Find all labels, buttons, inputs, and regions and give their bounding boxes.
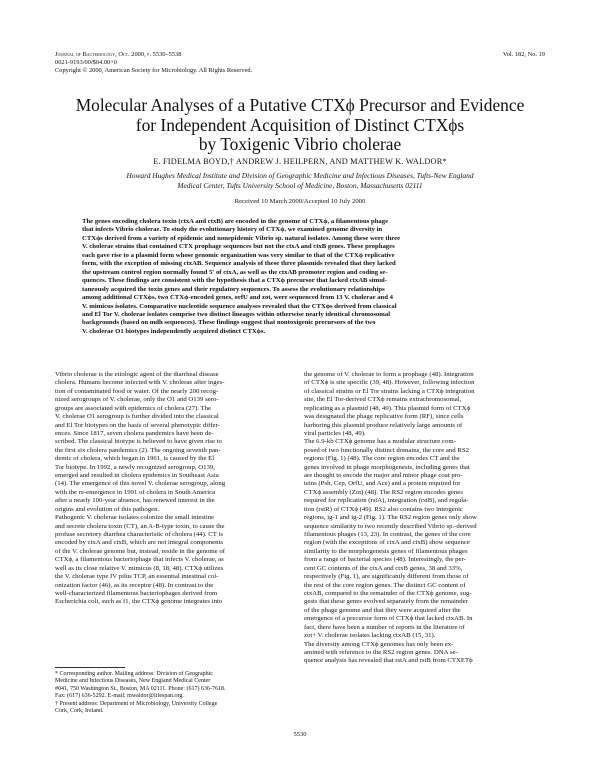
body-line: well-characterized filamentous bacteriophages derived from [55,589,218,597]
body-line: quence analysis has revealed that rstA and rstB from CTXETϕ [304,657,473,665]
abstract-line: taneously acquired the toxin genes and their regulatory sequences. To assess the evolutionary relationships [82,285,385,293]
body-line: profuse secretory diarrhea characteristic of cholera (44). CT is [55,531,223,539]
body-line: scribed. The classical biotype is believed to have given rise to [55,438,222,446]
abstract-line: each gave rise to a plasmid form whose genomic organization was very similar to that of the CTXϕ replicative [82,251,395,259]
body-line: of CTXϕ is site specific (39, 48). However, following infection [304,379,475,387]
body-line: teins (Psh, Cep, OrfU, and Ace) and a protein required for [304,480,461,488]
body-line: of the V. cholerae genome but, instead, reside in the genome of [55,547,225,555]
abstract-line: backgrounds (based on mdh sequences). These findings suggest that nontoxigenic precursors of the two [82,319,376,327]
footnote-line: #041, 750 Washington St., Boston, MA 02111. Phone: (617) 636-7618. [55,685,226,692]
affiliation-line: Howard Hughes Medical Institute and Division of Geographic Medicine and Infectious Diseases, Tufts-New England [126,171,474,180]
abstract-line: CTXϕs derived from a variety of epidemic and nonepidemic Vibrio sp. natural isolates. Among these were three [82,234,401,242]
body-line: groups are associated with epidemics of cholera (27). The [55,404,212,412]
body-line: cholera. Humans become infected with V. cholerae after inges- [55,379,225,387]
body-line: V. cholerae O1 serogroup is further divided into the classical [55,413,219,421]
body-line: ctxAB, compared to the remainder of the CTXϕ genome, sug- [304,589,472,597]
footnote-line: Fax: (617) 636-5292. E-mail: mwaldor@lifespan.org. [55,693,184,700]
body-line: replicating as a plasmid (48, 49). This plasmid form of CTXϕ [304,404,471,412]
body-line: ences. Since 1817, seven cholera pandemics have been de- [55,429,214,437]
body-line: fact, there have been a number of reports in the literature of [304,623,465,631]
title-line: for Independent Acquisition of Distinct CTXϕs [135,114,465,135]
body-line: harboring this plasmid produce relatively large amounts of [304,421,463,429]
abstract-line: quences. These findings are consistent with the hypothesis that a CTXϕ precursor that lacked ctxAB simul- [82,277,388,285]
footnote-line: Medicine and Infectious Diseases, New England Medical Center [55,678,211,685]
body-line: from a range of bacterial species (48). Interestingly, the per- [304,556,466,564]
abstract-line: that infects Vibrio cholerae. To study the evolutionary history of CTXϕ, we examined genome diversity in [82,226,383,234]
body-line: regions, ig-1 and ig-2 (Fig. 1). The RS2 region genes only show [304,514,477,522]
body-line: emerged and resulted in cholera epidemics in Southeast Asia [55,472,219,480]
body-line: well as its close relative V. mimicus (8, 18, 48). CTXϕ utilizes [55,564,224,572]
body-line: The diversity among CTXϕ genomes has only been ex- [304,640,454,648]
body-line: demic of cholera, which began in 1961, is caused by the El [55,455,215,463]
body-line: respectively (Fig. 1), are significantly different from those of [304,573,469,581]
abstract-line: and El Tor V. cholerae isolates comprise two distinct lineages within otherwise nearly identical chromosomal [82,310,391,318]
body-line: emergence of a precursor form of CTXϕ that lacked ctxAB. In [304,615,473,623]
abstract-line: The genes encoding cholera toxin (ctxA and ctxB) are encoded in the genome of CTXϕ, a filamentous phage [82,218,389,225]
body-line: onization factor (46), as its receptor (48). In contrast to the [55,581,214,589]
abstract-line: V. cholerae strains that contained CTX prophage sequences but not the ctxA and ctxB genes. These prophages [82,243,395,251]
body-line: regions (Fig. 1) (48). The core region encodes CT and the [304,455,460,463]
body-line: posed of two functionally distinct domains, the core and RS2 [304,446,469,454]
body-line: The 6.9-kb CTXϕ genome has a modular structure com- [304,438,456,446]
page-number: 5530 [293,731,307,738]
body-line: Escherichia coli, such as f1, the CTXϕ genome integrates into [55,598,223,606]
footnotes [55,671,296,716]
body-line: (14). The emergence of this novel V. cholerae serogroup, along [55,480,226,488]
body-line: Tor biotype. In 1992, a newly recognized serogroup, O139, [55,463,215,471]
body-line: with the re-emergence in 1991 of cholera in South America [55,488,216,496]
body-line: Vibrio cholerae is the etiologic agent of the diarrheal disease [55,371,219,378]
body-line: the genome of V. cholerae to form a prophage (48). Integration [304,371,474,378]
body-line: amined with reference to the RS2 region genes. DNA se- [304,648,458,656]
body-line: tion (rstR) of CTXϕ (49). RS2 also contains two intergenic [304,505,464,513]
received-dates: Received 10 March 2000/Accepted 10 July 2000 [234,198,366,205]
body-line: the V. cholerae type IV pilus TCP, an essential intestinal col- [55,573,219,581]
body-column-left [55,371,296,607]
issn-line: 0021-9193/00/$04.00+0 [55,59,118,67]
body-line: Pathogenic V. cholerae isolates colonize the small intestine [55,514,215,522]
body-line: tion of contaminated food or water. Of the nearly 200 recog- [55,387,219,395]
volume-issue: Vol. 182, No. 19 [502,51,545,58]
author-list: E. FIDELMA BOYD,† ANDREW J. HEILPERN, AND MATTHEW K. WALDOR* [153,157,447,166]
body-line: viral particles (48, 49). [304,429,366,437]
article-title [60,96,540,155]
copyright-line: Copyright © 2000, American Society for Microbiology. All Rights Reserved. [55,67,253,75]
body-line: the rest of the core region genes. The distinct GC content of [304,581,466,589]
body-line: cent GC contents of the ctxA and ctxB genes, 38 and 33%, [304,564,463,572]
body-line: region (with the exceptions of ctxA and ctxB) show sequence [304,539,470,547]
body-column-right [304,371,545,666]
title-line: by Toxigenic Vibrio cholerae [198,134,402,154]
footnote-line: * Corresponding author. Mailing address: Division of Geographic [55,671,213,677]
body-line: nized serogroups of V. cholerae, only the O1 and O139 sero- [55,396,219,404]
body-line: sequence similarity to two recently described Vibrio sp.-derived [304,522,477,530]
body-line: filamentous phages (13, 23). In contrast, the genes of the core [304,531,471,539]
body-line: required for replication (rstA), integration (rstB), and regula- [304,497,469,505]
abstract-line: V. cholerae O1 biotypes independently acquired distinct CTXϕs. [82,327,266,335]
body-line: gests that these genes evolved separately from the remainder [304,598,468,606]
title-line: Molecular Analyses of a Putative CTXϕ Precursor and Evidence [75,95,525,115]
body-line: zot+ V. cholerae isolates lacking ctxAB (15, 31). [304,632,436,640]
footnote-line: Cork, Cork, Ireland. [55,708,104,715]
body-line: site, the El Tor-derived CTXϕ remains extrachromosomal, [304,396,462,404]
body-line: similarity to the morphogenesis genes of filamentous phages [304,547,468,555]
affiliation-line: Medical Center, Tufts University School of Medicine, Boston, Massachusetts 02111 [177,180,423,190]
citation-block [55,51,375,76]
abstract-line: V. mimicus isolates. Comparative nucleotide sequence analyses revealed that the CTXϕs derived from classical [82,302,397,310]
body-line: genes involved in phage morphogenesis, including genes that [304,463,470,471]
body-line: and El Tor biotypes on the basis of several phenotypic differ- [55,421,220,429]
body-line: are thought to encode the major and minor phage coat pro- [304,472,463,480]
body-line: origins and evolution of this pathogen. [55,505,160,513]
abstract-line: form, with the exception of missing ctxAB. Sequence analysis of these three plasmids revealed that they lacked [82,260,396,268]
footnote-line: † Present address: Department of Microbiology, University College [55,700,218,707]
body-line: CTXϕ, a filamentous bacteriophage that infects V. cholerae, as [55,556,224,564]
body-line: of the phage genome and that they were acquired after the [304,606,461,614]
body-line: encoded by ctxA and ctxB, which are not integral components [55,539,223,547]
body-line: after a nearly 100-year absence, has renewed interest in the [55,497,215,505]
body-line: of classical strains or El Tor strains lacking a CTXϕ integration [304,387,475,395]
footnote-rule [55,667,125,668]
body-line: CTXϕ assembly (Zot) (48). The RS2 region encodes genes [304,488,463,496]
body-line: the first six cholera pandemics (2). The ongoing seventh pan- [55,446,221,454]
abstract [82,218,519,336]
body-line: and secrete cholera toxin (CT), an A-B-type toxin, to cause the [55,522,225,530]
abstract-line: the upstream control region normally found 5′ of ctxA, as well as the ctxAB promoter region and coding se- [82,268,388,276]
body-line: was designated the phage replicative form (RF), since cells [304,413,464,421]
journal-citation: Journal of Bacteriology, Oct. 2000, p. 5530–5538 [55,51,182,58]
affiliation [70,171,530,190]
abstract-line: among additional CTXϕs, two CTXϕ-encoded genes, orfU and zot, were sequenced from 13 V. cholerae and 4 [82,294,394,302]
